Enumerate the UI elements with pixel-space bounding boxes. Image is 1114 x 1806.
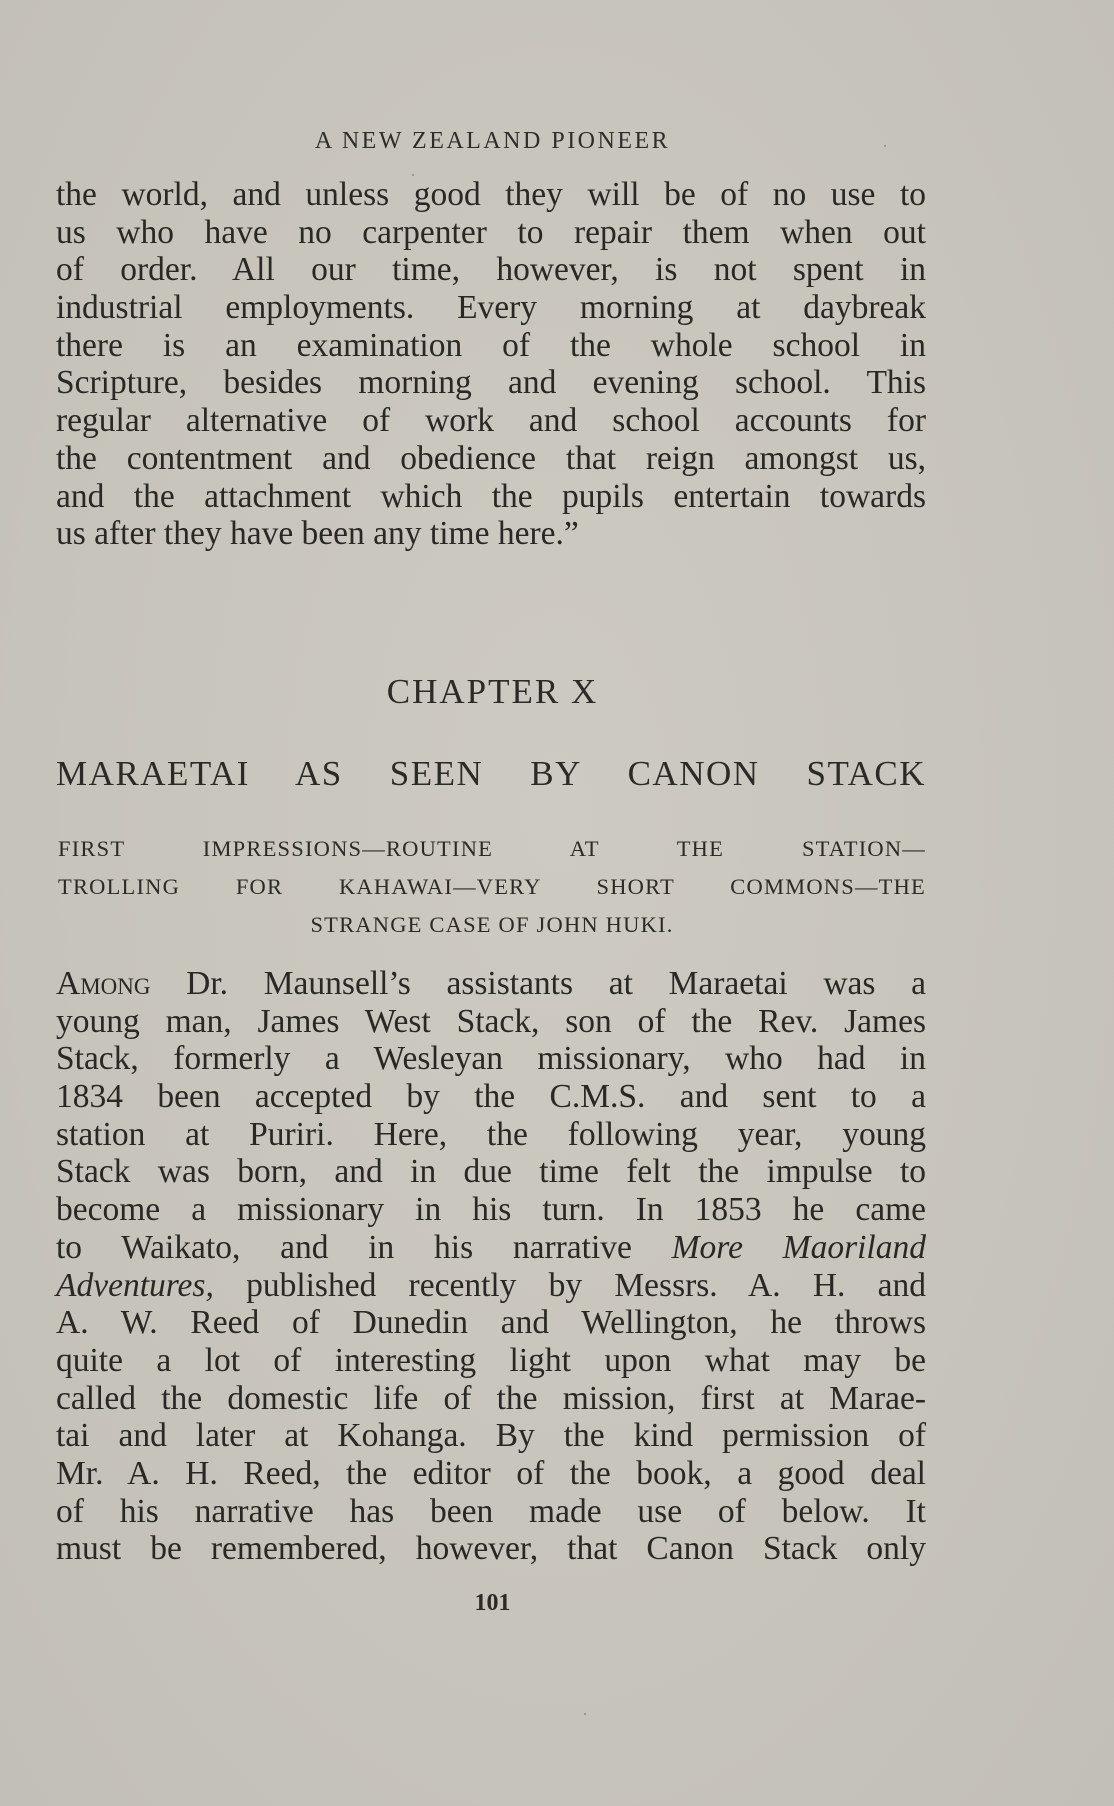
text-line: the contentment and obedience that reign amongst us, [56, 439, 926, 477]
paper-speck [584, 1713, 586, 1715]
page-number: 101 [474, 1590, 511, 1616]
chapter-number: CHAPTER X [386, 672, 599, 711]
chapter-synopsis [58, 830, 926, 944]
text-line [56, 965, 926, 1003]
synopsis-line: FIRST IMPRESSIONS—ROUTINE AT THE STATION— [58, 836, 926, 861]
text-line: A. W. Reed of Dunedin and Wellington, he throws [56, 1304, 926, 1342]
book-title-italic: Adventures, [56, 1266, 214, 1304]
text-line: industrial employments. Every morning at daybreak [56, 289, 926, 327]
paper-speck [884, 145, 886, 147]
text-line: young man, James West Stack, son of the Rev. James [56, 1002, 926, 1040]
running-head: A NEW ZEALAND PIONEER [314, 128, 671, 154]
text-line: Stack was born, and in due time felt the impulse to [56, 1153, 926, 1191]
synopsis-line: TROLLING FOR KAHAWAI—VERY SHORT COMMONS—THE [58, 874, 926, 899]
text-line: 1834 been accepted by the C.M.S. and sent to a [56, 1078, 926, 1116]
text-line: of order. All our time, however, is not spent in [56, 251, 926, 289]
text-line: and the attachment which the pupils entertain towards [56, 477, 926, 515]
paragraph-continued [56, 176, 926, 553]
text-fragment: to Waikato, and in his narrative [56, 1228, 672, 1266]
text-line: of his narrative has been made use of below. It [56, 1492, 926, 1530]
text-fragment: Dr. Maunsell’s assistants at Maraetai was a [150, 965, 926, 1002]
chapter-opening-paragraph [56, 965, 926, 1568]
text-line: the world, and unless good they will be of no use to [56, 176, 926, 213]
text-line: Mr. A. H. Reed, the editor of the book, a good deal [56, 1454, 926, 1492]
paper-speck [412, 174, 414, 176]
text-line: must be remembered, however, that Canon Stack only [56, 1530, 926, 1568]
book-title-italic: More Maoriland [671, 1228, 926, 1266]
text-line: us who have no carpenter to repair them when out [56, 213, 926, 251]
text-line [56, 1229, 926, 1267]
text-line [56, 1267, 926, 1305]
text-line: called the domestic life of the mission, first at Marae- [56, 1379, 926, 1417]
text-line: Scripture, besides morning and evening school. This [56, 364, 926, 402]
text-line: quite a lot of interesting light upon what may be [56, 1341, 926, 1379]
opening-word: Among [56, 965, 151, 1002]
text-line: regular alternative of work and school accounts for [56, 402, 926, 440]
text-line: Stack, formerly a Wesleyan missionary, who had in [56, 1040, 926, 1078]
text-line: us after they have been any time here.” [56, 515, 579, 553]
text-line: become a missionary in his turn. In 1853 he came [56, 1191, 926, 1229]
chapter-title: MARAETAI AS SEEN BY CANON STACK [56, 754, 926, 793]
text-line: station at Puriri. Here, the following year, young [56, 1115, 926, 1153]
text-line: tai and later at Kohanga. By the kind permission of [56, 1417, 926, 1455]
synopsis-line: STRANGE CASE OF JOHN HUKI. [310, 912, 674, 937]
text-line: there is an examination of the whole school in [56, 326, 926, 364]
text-fragment: published recently by Messrs. A. H. and [213, 1266, 926, 1304]
